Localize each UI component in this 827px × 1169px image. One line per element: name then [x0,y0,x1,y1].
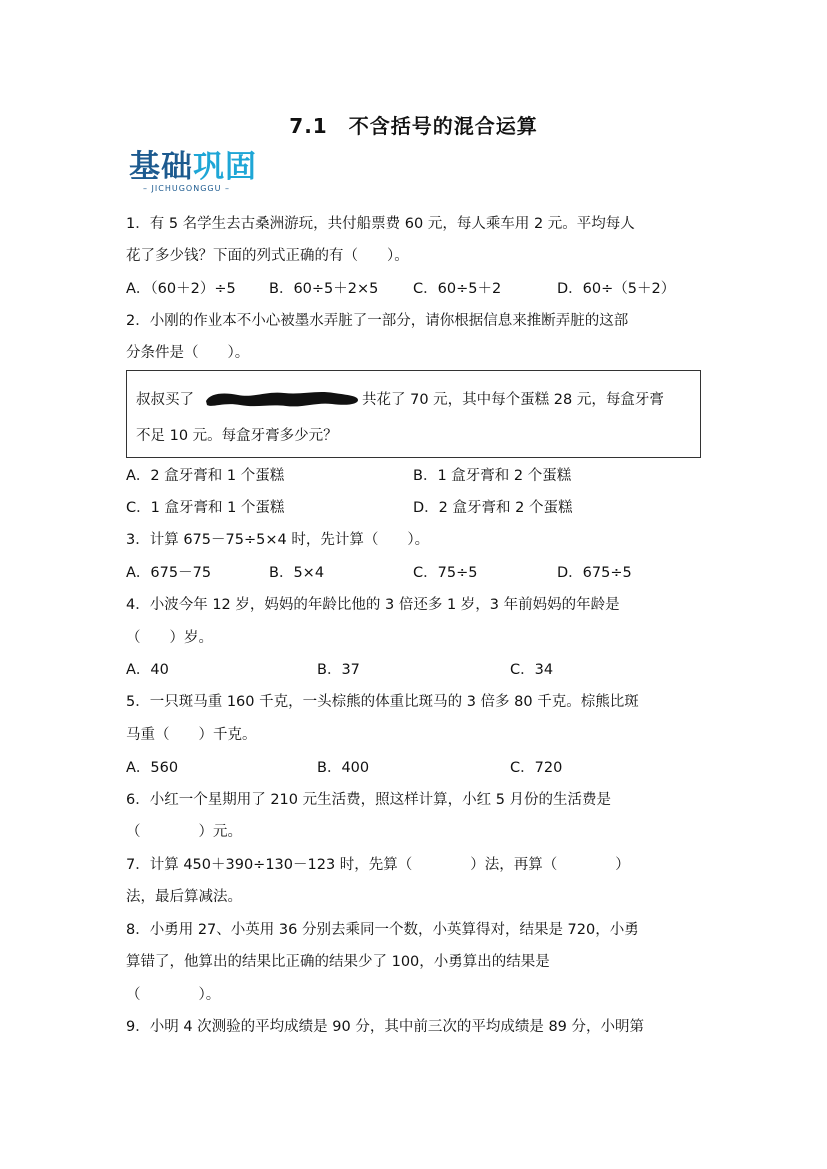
q2-option-b: B．1 盒牙膏和 2 个蛋糕 [413,468,572,484]
question-2-text: 2．小刚的作业本不小心被墨水弄脏了一部分，请你根据信息来推断弄脏的这部 [126,313,629,329]
q3-option-d: D．675÷5 [557,565,632,581]
info-box-prefix: 叔叔买了 [136,392,194,408]
question-7-text: 7．计算 450＋390÷130－123 时，先算（ ）法，再算（ ） [126,857,630,873]
q3-option-c: C．75÷5 [413,565,478,581]
q5-option-b: B．400 [317,760,370,776]
q3-option-a: A．675－75 [126,565,212,581]
question-8-text-cont: 算错了，他算出的结果比正确的结果少了 100，小勇算出的结果是 [126,954,550,970]
q1-option-a: A．（60＋2）÷5 [126,281,236,297]
question-4-text: 4．小波今年 12 岁，妈妈的年龄比他的 3 倍还多 1 岁，3 年前妈妈的年龄是 [126,597,620,613]
question-8-text: 8．小勇用 27、小英用 36 分别去乘同一个数，小英算得对，结果是 720，小勇 [126,922,639,938]
question-5-text-cont: 马重（ ）千克。 [126,727,257,743]
section-logo [129,150,275,194]
q1-option-d: D．60÷（5＋2） [557,281,676,297]
q2-option-a: A．2 盒牙膏和 1 个蛋糕 [126,468,285,484]
question-9-text: 9．小明 4 次测验的平均成绩是 90 分，其中前三次的平均成绩是 89 分，小明第 [126,1019,645,1035]
question-4-text-cont: （ ）岁。 [126,630,213,646]
page-title: 7.1 不含括号的混合运算 [289,114,538,138]
info-box-line-2: 不足 10 元。每盒牙膏多少元？ [136,428,338,444]
q4-option-b: B．37 [317,662,360,678]
q1-option-b: B．60÷5＋2×5 [269,281,379,297]
question-7-text-cont: 法，最后算减法。 [126,889,242,905]
q5-option-c: C．720 [510,760,563,776]
q2-option-c: C．1 盒牙膏和 1 个蛋糕 [126,500,285,516]
info-box [126,370,701,458]
question-5-text: 5．一只斑马重 160 千克，一头棕熊的体重比斑马的 3 倍多 80 千克。棕熊比斑 [126,694,639,710]
q4-option-a: A．40 [126,662,169,678]
q3-option-b: B．5×4 [269,565,325,581]
question-8-text-cont-2: （ ）。 [126,987,221,1003]
q1-option-c: C．60÷5＋2 [413,281,502,297]
question-6-text-cont: （ ）元。 [126,824,242,840]
q5-option-a: A．560 [126,760,179,776]
q4-option-c: C．34 [510,662,554,678]
question-6-text: 6．小红一个星期用了 210 元生活费，照这样计算，小红 5 月份的生活费是 [126,792,612,808]
question-1-text-cont: 花了多少钱？下面的列式正确的有（ ）。 [126,248,409,264]
ink-blot [204,389,360,409]
logo-text: 基础巩固 [129,149,257,185]
question-1-text: 1．有 5 名学生去古桑洲游玩，共付船票费 60 元，每人乘车用 2 元。平均每人 [126,216,635,232]
logo-subtitle: – JICHUGONGGU – [143,184,230,193]
info-box-suffix: 共花了 70 元，其中每个蛋糕 28 元，每盒牙膏 [362,392,664,408]
q2-option-d: D．2 盒牙膏和 2 个蛋糕 [413,500,573,516]
question-2-text-cont: 分条件是（ ）。 [126,345,250,361]
question-3-text: 3．计算 675－75÷5×4 时，先计算（ ）。 [126,532,430,548]
